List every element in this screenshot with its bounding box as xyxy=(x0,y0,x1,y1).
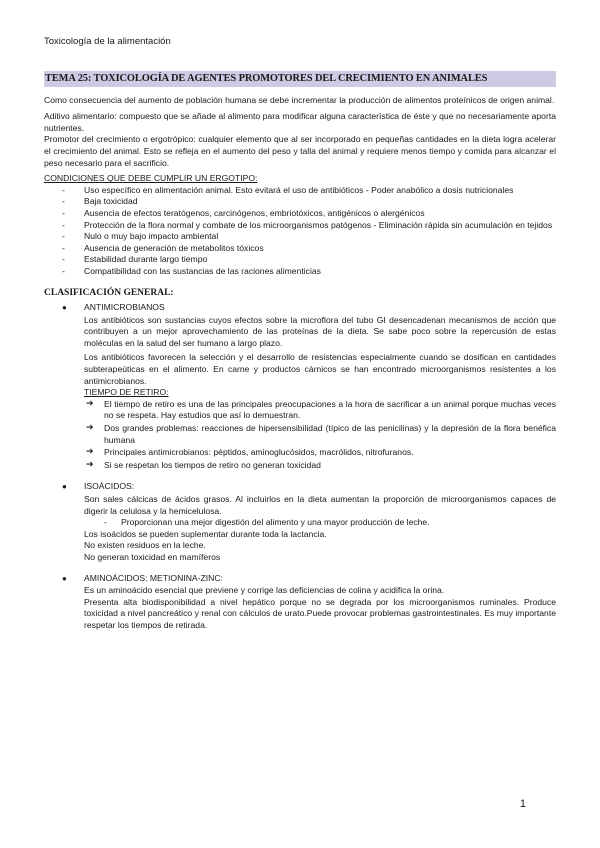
list-item: - Nulo o muy bajo impacto ambiental xyxy=(62,231,219,242)
paragraph: Los antibióticos favorecen la selección y el desarrollo de resistencias especialmente cuando se dosifican en cantidades subterapeúticas en el alimento. En carne y productos cárnicos se han encontrado microorganismos resistentes a los antimicrobianos. xyxy=(84,352,556,386)
list-item: - Protección de la flora normal y combate de los microorganismos patógenos - Eliminación rápida sin acumulación en tejidos xyxy=(62,219,553,230)
section-antimicrobianos xyxy=(44,302,556,471)
list-item: ➔ Principales antimicrobianos: péptidos, aminoglucósidos, macrólidos, nitrofuranos. xyxy=(86,446,414,458)
list-item: - Estabilidad durante largo tiempo xyxy=(62,254,208,265)
dash-marker: - xyxy=(62,207,65,218)
document-body xyxy=(44,71,556,632)
arrow-right-icon: ➔ xyxy=(86,446,94,457)
section-aminoacidos xyxy=(44,573,556,632)
list-item: - Baja toxicidad xyxy=(62,196,138,207)
bullet-icon: ● xyxy=(62,573,67,583)
dash-marker: - xyxy=(104,517,107,528)
retiro-list xyxy=(84,399,556,472)
list-item: ➔ Dos grandes problemas: reacciones de hipersensibilidad (típico de las penicilinas) y la depresión de la flora benéfica humana xyxy=(86,422,556,445)
text-line: No generan toxicidad en mamíferos xyxy=(84,551,221,562)
text-line: No existen residuos en la leche. xyxy=(84,540,206,551)
arrow-right-icon: ➔ xyxy=(86,422,94,433)
chapter-title: TEMA 25: TOXICOLOGÍA DE AGENTES PROMOTORES DEL CRECIMIENTO EN ANIMALES xyxy=(44,71,556,87)
arrow-right-icon: ➔ xyxy=(86,397,94,408)
intro-paragraph: Como consecuencia del aumento de población humana se debe incrementar la producción de alimentos proteínicos de origen animal. xyxy=(44,94,555,105)
list-item: - Uso específico en alimentación animal. Esto evitará el uso de antibióticos - Poder anabólico a dosis nutricionales xyxy=(62,184,514,195)
paragraph: Los antibióticos son sustancias cuyos efectos sobre la microflora del tubo GI desencadenan mecanismos de acción que contribuyen a un mejor aprovechamiento de las proteínas de la dieta. Se sabe poco sobre la repercusión de estas moléculas en la salud del ser humano a largo plazo. xyxy=(84,314,556,348)
definition-aditivo: Aditivo alimentario: compuesto que se añade al alimento para modificar alguna característica de éste y que no necesariamente aporta nutrientes. xyxy=(44,111,556,133)
definition-promotor: Promotor del crecimiento o ergotrópico: cualquier elemento que al ser incorporado en pequeñas cantidades en la dieta logra acelerar el crecimiento del animal. Esto se refleja en el aumento del peso y talla del animal y requiere menos tiempo y comida para alcanzar el peso necesario para el sacrificio. xyxy=(44,134,556,168)
dash-marker: - xyxy=(62,265,65,276)
section-isoacidos xyxy=(44,481,556,563)
section-title: AMINOÁCIDOS: METIONINA-ZINC: xyxy=(84,572,223,583)
paragraph: Son sales cálcicas de ácidos grasos. Al incluirlos en la dieta aumentan la proporción de microorganismos capaces de digerir la celulosa y la hemicelulosa. xyxy=(84,494,556,516)
list-item: - Ausencia de generación de metabolitos tóxicos xyxy=(62,242,264,253)
page-number: 1 xyxy=(519,798,526,810)
arrow-right-icon: ➔ xyxy=(86,458,94,469)
dash-marker: - xyxy=(62,231,65,242)
list-item: ➔ Si se respetan los tiempos de retiro no generan toxicidad xyxy=(86,458,321,470)
conditions-list xyxy=(44,185,556,278)
list-item: - Ausencia de efectos teratógenos, carcinógenos, embriotóxicos, antigénicos o alergénicos xyxy=(62,207,425,218)
dash-marker: - xyxy=(62,184,65,195)
conditions-heading: CONDICIONES QUE DEBE CUMPLIR UN ERGOTIPO: xyxy=(44,173,258,184)
retiro-heading: TIEMPO DE RETIRO: xyxy=(84,387,169,398)
dash-marker: - xyxy=(62,254,65,265)
section-title: ANTIMICROBIANOS xyxy=(84,302,165,313)
list-item: ➔ El tiempo de retiro es una de las principales preocupaciones a la hora de sacrificar a un animal porque muchas veces no se respeta. Hay estudios que así lo demuestran. xyxy=(86,397,556,421)
dash-marker: - xyxy=(62,196,65,207)
text-line: Los isoácidos se pueden suplementar durante toda la lactancia. xyxy=(84,528,327,539)
paragraph: Es un aminoácido esencial que previene y corrige las deficiencias de colina y acidifica la orina. xyxy=(84,585,445,596)
classification-heading: CLASIFICACIÓN GENERAL: xyxy=(44,287,174,298)
bullet-icon: ● xyxy=(62,482,67,492)
sub-item: - Proporcionan una mejor digestión del alimento y una mayor producción de leche. xyxy=(104,517,430,528)
running-header: Toxicología de la alimentación xyxy=(44,36,171,47)
bullet-icon: ● xyxy=(62,303,67,313)
list-item: - Compatibilidad con las sustancias de las raciones alimenticias xyxy=(62,265,321,276)
dash-marker: - xyxy=(62,219,65,230)
dash-marker: - xyxy=(62,242,65,253)
paragraph: Presenta alta biodisponibilidad a nivel hepático porque no se degrada por los microorganismos ruminales. Produce toxicidad a nivel pancreático y renal con cálculos de urato.Puede provocar problemas gastrointestinales. Es muy importante respetar los tiempos de retirada. xyxy=(84,596,556,630)
section-title: ISOÁCIDOS: xyxy=(84,481,135,492)
